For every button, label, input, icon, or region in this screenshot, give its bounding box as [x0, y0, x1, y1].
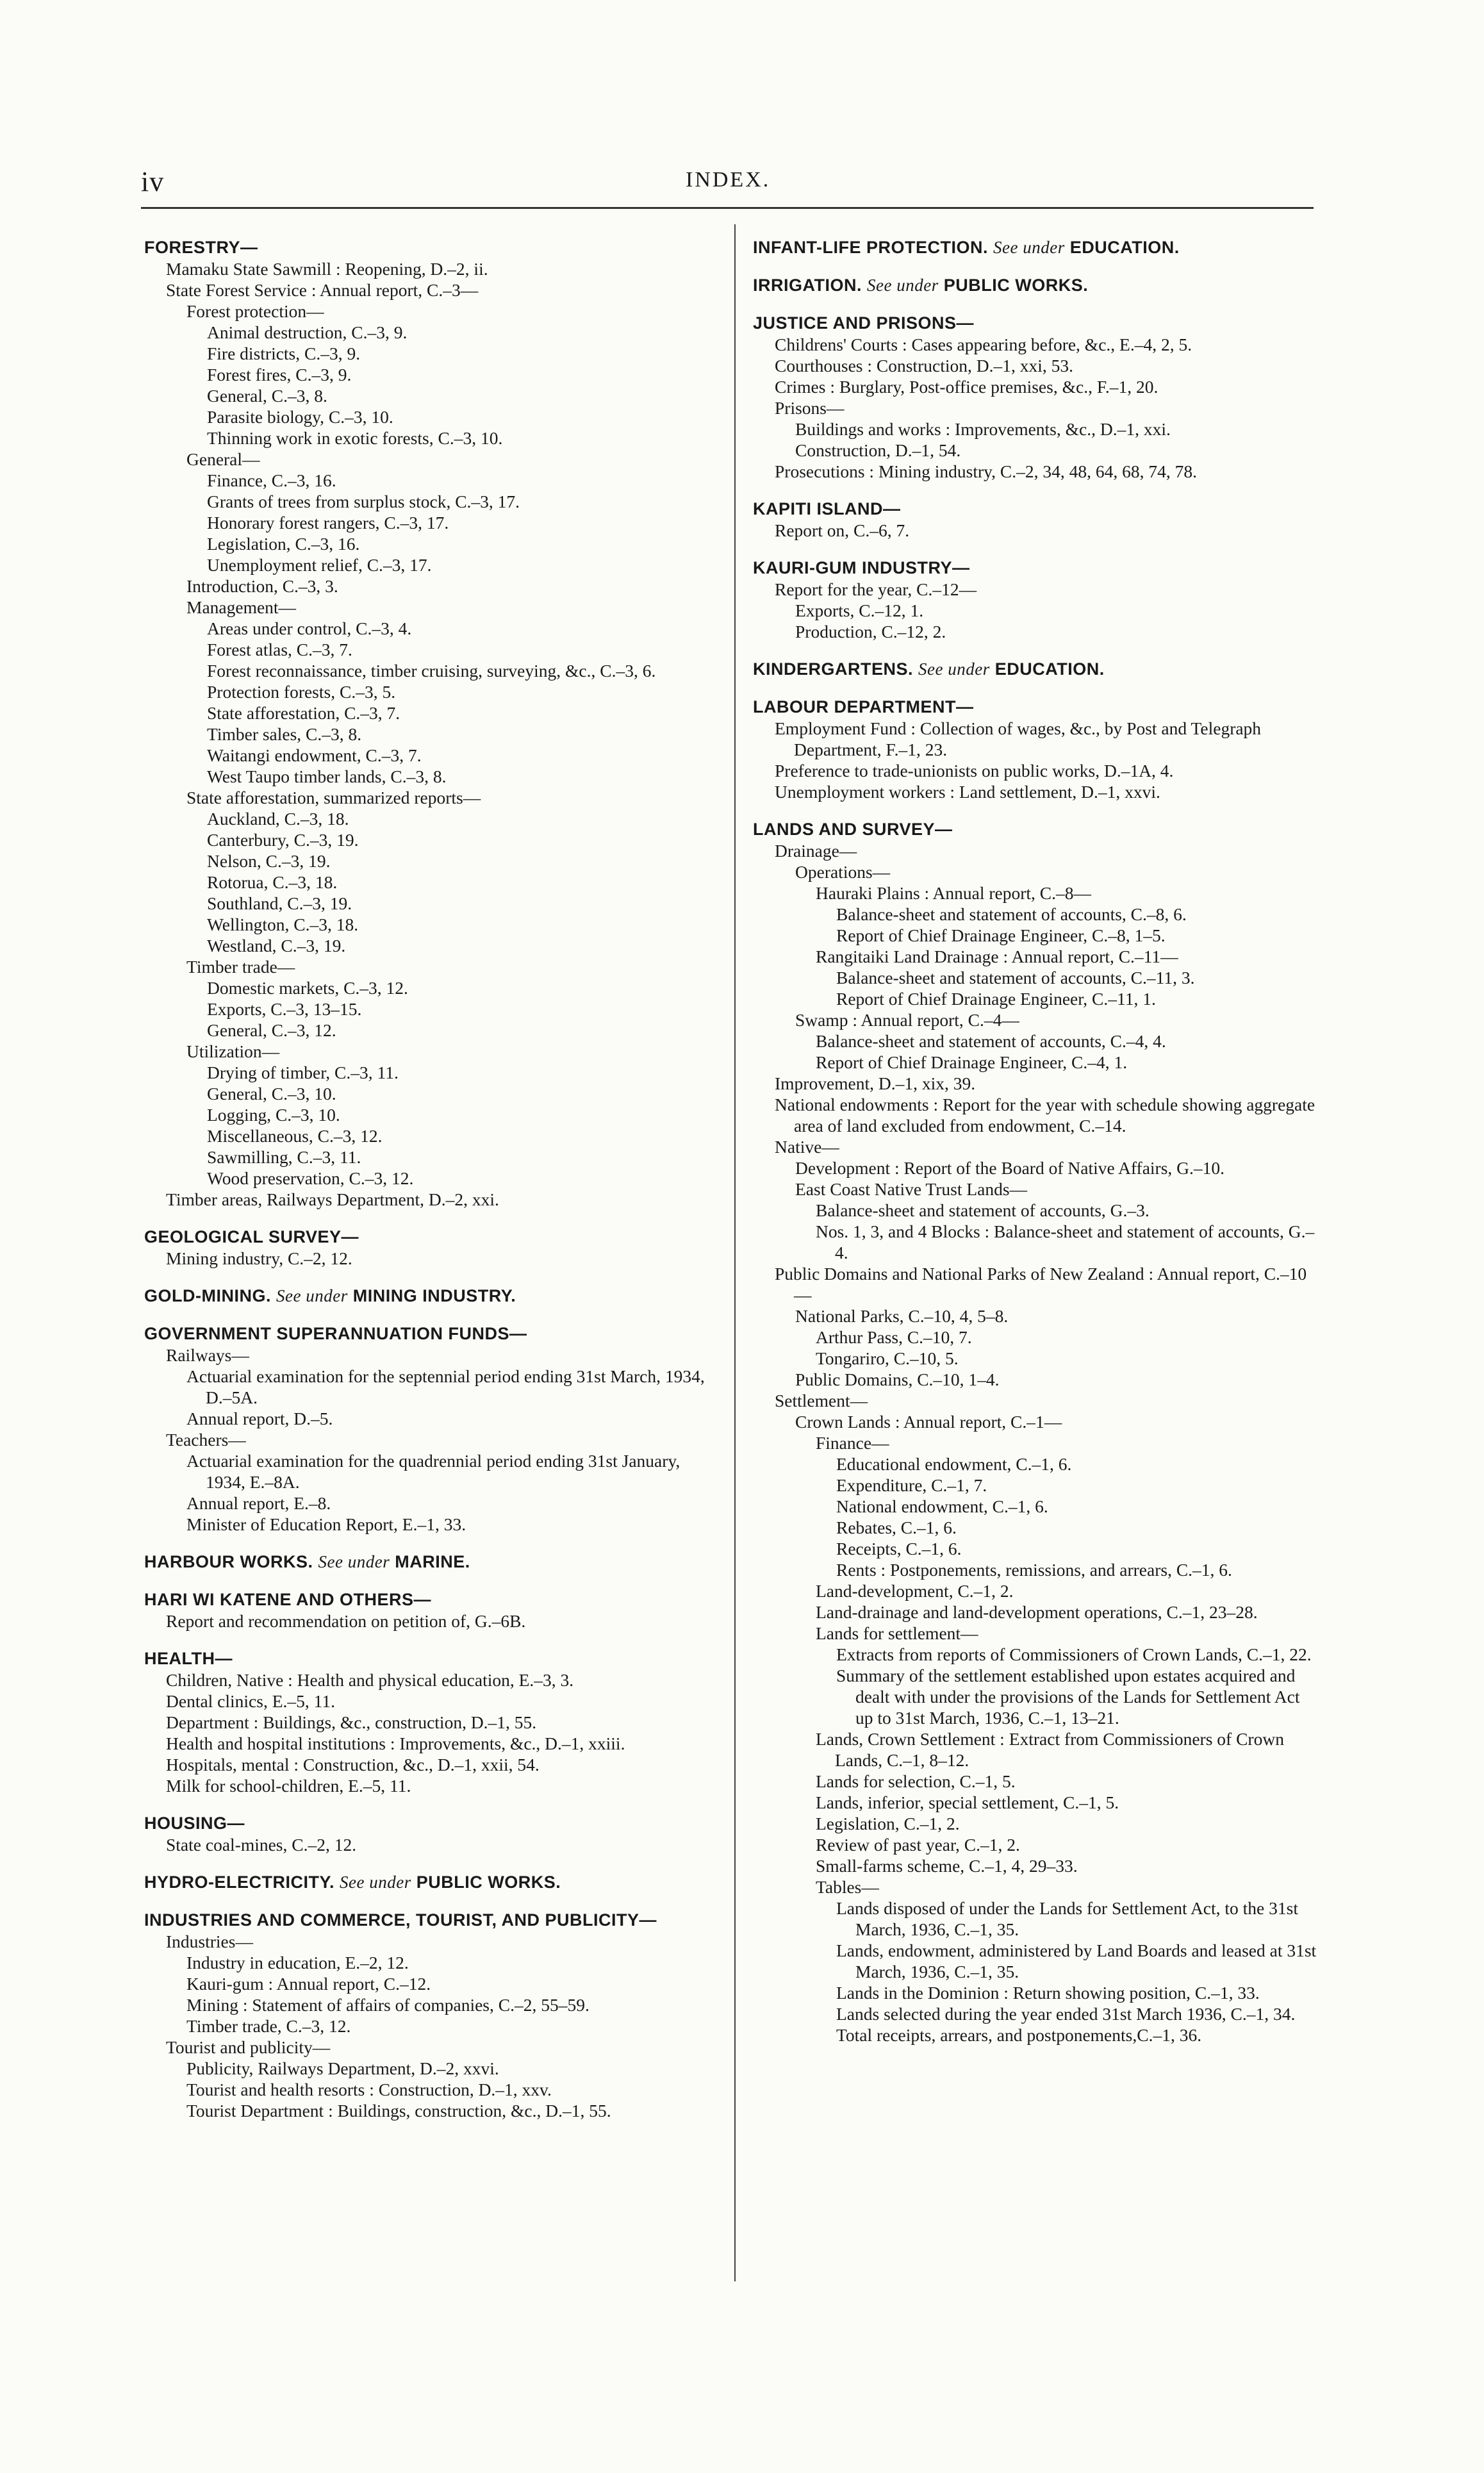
index-entry: Tourist and health resorts : Construction, D.–1, xxv.	[186, 2080, 552, 2099]
index-entry: Summary of the settlement established upon estates acquired and dealt with under the provisions of the Lands for Settlement Act up to 31st March, 1936, C.–1, 13–21.	[836, 1666, 1300, 1728]
index-entry: Balance-sheet and statement of accounts, C.–8, 6.	[836, 904, 1187, 924]
index-entry: Rents : Postponements, remissions, and arrears, C.–1, 6.	[836, 1560, 1232, 1580]
index-entry: Arthur Pass, C.–10, 7.	[816, 1327, 972, 1347]
index-entry: Teachers—	[166, 1430, 246, 1450]
index-entry: Report and recommendation on petition of, G.–6B.	[166, 1611, 526, 1631]
index-heading: HARI WI KATENE AND OTHERS—	[144, 1590, 431, 1609]
index-entry: Finance, C.–3, 16.	[207, 470, 336, 490]
header-rule	[141, 207, 1314, 209]
index-entry: National endowments : Report for the year with schedule showing aggregate area of land excluded from endowment, C.–14.	[775, 1095, 1315, 1136]
index-entry: Mining industry, C.–2, 12.	[166, 1248, 352, 1268]
index-entry: Lands, endowment, administered by Land Boards and leased at 31st March, 1936, C.–1, 35.	[836, 1940, 1317, 1981]
index-entry: Auckland, C.–3, 18.	[207, 809, 349, 829]
index-entry: General, C.–3, 10.	[207, 1084, 336, 1104]
index-entry: Timber trade—	[186, 957, 295, 977]
index-entry: Rotorua, C.–3, 18.	[207, 872, 338, 892]
index-entry: Report of Chief Drainage Engineer, C.–11, 1.	[836, 989, 1156, 1009]
index-entry: Exports, C.–3, 13–15.	[207, 999, 362, 1019]
index-entry: Small-farms scheme, C.–1, 4, 29–33.	[816, 1856, 1078, 1876]
index-heading: JUSTICE AND PRISONS—	[753, 313, 975, 333]
index-entry: State coal-mines, C.–2, 12.	[166, 1835, 357, 1855]
index-heading: GEOLOGICAL SURVEY—	[144, 1227, 359, 1246]
index-entry: Department : Buildings, &c., construction, D.–1, 55.	[166, 1712, 537, 1732]
index-entry: Lands for settlement—	[816, 1623, 978, 1643]
index-entry: Industry in education, E.–2, 12.	[186, 1953, 409, 1973]
index-heading: INFANT-LIFE PROTECTION. See under EDUCATION.	[753, 238, 1180, 257]
index-entry: Nelson, C.–3, 19.	[207, 851, 331, 871]
index-entry: Honorary forest rangers, C.–3, 17.	[207, 513, 449, 533]
index-entry: Total receipts, arrears, and postponements,C.–1, 36.	[836, 2025, 1202, 2045]
index-entry: Lands, inferior, special settlement, C.–1, 5.	[816, 1792, 1119, 1812]
index-heading: HEALTH—	[144, 1649, 233, 1668]
index-entry: Report of Chief Drainage Engineer, C.–8, 1–5.	[836, 925, 1166, 945]
index-entry: National Parks, C.–10, 4, 5–8.	[795, 1306, 1009, 1326]
index-entry: Lands in the Dominion : Return showing position, C.–1, 33.	[836, 1983, 1260, 2003]
index-entry: Native—	[775, 1137, 839, 1157]
index-entry: Rebates, C.–1, 6.	[836, 1518, 957, 1537]
index-entry: Prosecutions : Mining industry, C.–2, 34, 48, 64, 68, 74, 78.	[775, 461, 1197, 481]
index-entry: Construction, D.–1, 54.	[795, 440, 961, 460]
index-entry: Public Domains and National Parks of New Zealand : Annual report, C.–10—	[775, 1264, 1307, 1305]
index-entry: Annual report, D.–5.	[186, 1409, 333, 1428]
index-entry: Land-development, C.–1, 2.	[816, 1581, 1014, 1601]
index-entry: Management—	[186, 597, 297, 617]
index-entry: General—	[186, 449, 260, 469]
index-entry: Balance-sheet and statement of accounts, C.–4, 4.	[816, 1031, 1166, 1051]
index-entry: Unemployment workers : Land settlement, D.–1, xxvi.	[775, 782, 1160, 802]
index-entry: Buildings and works : Improvements, &c., D.–1, xxi.	[795, 419, 1171, 439]
index-entry: Drainage—	[775, 841, 857, 861]
index-heading: HARBOUR WORKS. See under MARINE.	[144, 1552, 470, 1571]
index-entry: State afforestation, C.–3, 7.	[207, 703, 400, 723]
index-entry: Drying of timber, C.–3, 11.	[207, 1063, 399, 1082]
index-entry: Timber areas, Railways Department, D.–2, xxi.	[166, 1189, 499, 1209]
index-entry: Wood preservation, C.–3, 12.	[207, 1168, 414, 1188]
index-entry: Educational endowment, C.–1, 6.	[836, 1454, 1072, 1474]
column-divider	[734, 224, 736, 2281]
index-entry: Development : Report of the Board of Native Affairs, G.–10.	[795, 1158, 1225, 1178]
index-entry: Forest reconnaissance, timber cruising, surveying, &c., C.–3, 6.	[207, 661, 656, 681]
index-entry: Lands for selection, C.–1, 5.	[816, 1771, 1016, 1791]
index-entry: Forest protection—	[186, 301, 324, 321]
index-entry: Employment Fund : Collection of wages, &c., by Post and Telegraph Department, F.–1, 23.	[775, 718, 1262, 759]
index-entry: State Forest Service : Annual report, C.–3—	[166, 280, 479, 300]
index-entry: Courthouses : Construction, D.–1, xxi, 53.	[775, 356, 1073, 376]
index-heading: IRRIGATION. See under PUBLIC WORKS.	[753, 276, 1089, 295]
index-entry: Actuarial examination for the septennial period ending 31st March, 1934, D.–5A.	[186, 1366, 705, 1407]
index-entry: Childrens' Courts : Cases appearing before, &c., E.–4, 2, 5.	[775, 335, 1192, 354]
index-heading: KINDERGARTENS. See under EDUCATION.	[753, 659, 1105, 679]
index-entry: Nos. 1, 3, and 4 Blocks : Balance-sheet and statement of accounts, G.–4.	[816, 1221, 1315, 1262]
index-entry: Settlement—	[775, 1391, 868, 1410]
index-entry: Mining : Statement of affairs of companies, C.–2, 55–59.	[186, 1995, 589, 2015]
index-entry: Expenditure, C.–1, 7.	[836, 1475, 987, 1495]
index-entry: Dental clinics, E.–5, 11.	[166, 1691, 335, 1711]
index-entry: General, C.–3, 12.	[207, 1020, 336, 1040]
index-entry: Utilization—	[186, 1041, 280, 1061]
index-entry: Legislation, C.–3, 16.	[207, 534, 360, 554]
index-entry: Extracts from reports of Commissioners of Crown Lands, C.–1, 22.	[836, 1644, 1312, 1664]
index-entry: Receipts, C.–1, 6.	[836, 1539, 962, 1559]
index-entry: Canterbury, C.–3, 19.	[207, 830, 359, 850]
index-entry: Report for the year, C.–12—	[775, 579, 977, 599]
index-entry: Forest atlas, C.–3, 7.	[207, 640, 352, 659]
index-entry: Thinning work in exotic forests, C.–3, 10.	[207, 428, 503, 448]
index-entry: Actuarial examination for the quadrennial period ending 31st January, 1934, E.–8A.	[186, 1451, 680, 1492]
index-heading: FORESTRY—	[144, 238, 258, 257]
index-entry: State afforestation, summarized reports—	[186, 788, 481, 807]
index-entry: Hospitals, mental : Construction, &c., D.–1, xxii, 54.	[166, 1755, 540, 1774]
index-entry: Lands, Crown Settlement : Extract from Commissioners of Crown Lands, C.–1, 8–12.	[816, 1729, 1284, 1770]
page-number: iv	[141, 166, 165, 197]
index-entry: Parasite biology, C.–3, 10.	[207, 407, 393, 427]
index-entry: Waitangi endowment, C.–3, 7.	[207, 745, 422, 765]
index-entry: Balance-sheet and statement of accounts, C.–11, 3.	[836, 968, 1195, 988]
index-entry: Timber sales, C.–3, 8.	[207, 724, 362, 744]
index-entry: Land-drainage and land-development operations, C.–1, 23–28.	[816, 1602, 1258, 1622]
index-entry: Report on, C.–6, 7.	[775, 520, 910, 540]
index-entry: Kauri-gum : Annual report, C.–12.	[186, 1974, 431, 1994]
index-entry: Lands disposed of under the Lands for Settlement Act, to the 31st March, 1936, C.–1, 35.	[836, 1898, 1298, 1939]
index-entry: Publicity, Railways Department, D.–2, xxvi.	[186, 2058, 499, 2078]
index-heading: HOUSING—	[144, 1814, 245, 1833]
index-entry: Tourist Department : Buildings, construction, &c., D.–1, 55.	[186, 2101, 611, 2121]
index-heading: KAURI-GUM INDUSTRY—	[753, 558, 970, 577]
index-entry: Grants of trees from surplus stock, C.–3, 17.	[207, 492, 520, 511]
index-entry: Mamaku State Sawmill : Reopening, D.–2, ii.	[166, 259, 488, 279]
index-entry: Westland, C.–3, 19.	[207, 936, 346, 955]
index-entry: Logging, C.–3, 10.	[207, 1105, 340, 1125]
index-entry: Finance—	[816, 1433, 889, 1453]
index-entry: Introduction, C.–3, 3.	[186, 576, 338, 596]
index-entry: Protection forests, C.–3, 5.	[207, 682, 396, 702]
index-entry: Southland, C.–3, 19.	[207, 893, 352, 913]
index-entry: Hauraki Plains : Annual report, C.–8—	[816, 883, 1092, 903]
index-entry: National endowment, C.–1, 6.	[836, 1496, 1048, 1516]
index-entry: Preference to trade-unionists on public works, D.–1A, 4.	[775, 761, 1174, 781]
index-entry: Tourist and publicity—	[166, 2037, 331, 2057]
index-heading: LABOUR DEPARTMENT—	[753, 697, 974, 716]
index-heading: KAPITI ISLAND—	[753, 499, 901, 518]
index-entry: Annual report, E.–8.	[186, 1493, 331, 1513]
left-column	[144, 237, 718, 2121]
index-entry: Tables—	[816, 1877, 879, 1897]
index-entry: West Taupo timber lands, C.–3, 8.	[207, 766, 447, 786]
index-entry: Public Domains, C.–10, 1–4.	[795, 1369, 1000, 1389]
index-entry: Industries—	[166, 1931, 253, 1951]
index-entry: Tongariro, C.–10, 5.	[816, 1348, 959, 1368]
index-entry: General, C.–3, 8.	[207, 386, 327, 406]
index-entry: Review of past year, C.–1, 2.	[816, 1835, 1020, 1855]
index-entry: Domestic markets, C.–3, 12.	[207, 978, 408, 998]
index-entry: Milk for school-children, E.–5, 11.	[166, 1776, 411, 1796]
index-entry: Unemployment relief, C.–3, 17.	[207, 555, 432, 575]
index-entry: Railways—	[166, 1345, 249, 1365]
page-title: INDEX.	[686, 168, 771, 192]
index-entry: Sawmilling, C.–3, 11.	[207, 1147, 361, 1167]
index-entry: Production, C.–12, 2.	[795, 622, 946, 641]
index-entry: Swamp : Annual report, C.–4—	[795, 1010, 1019, 1030]
index-heading: LANDS AND SURVEY—	[753, 820, 953, 839]
index-entry: Minister of Education Report, E.–1, 33.	[186, 1514, 466, 1534]
index-heading: GOLD-MINING. See under MINING INDUSTRY.	[144, 1286, 516, 1305]
index-entry: Report of Chief Drainage Engineer, C.–4, 1.	[816, 1052, 1128, 1072]
index-entry: Health and hospital institutions : Improvements, &c., D.–1, xxiii.	[166, 1733, 625, 1753]
index-entry: Operations—	[795, 862, 891, 882]
index-entry: Crimes : Burglary, Post-office premises, &c., F.–1, 20.	[775, 377, 1158, 397]
index-entry: Improvement, D.–1, xix, 39.	[775, 1073, 976, 1093]
index-entry: Timber trade, C.–3, 12.	[186, 2016, 351, 2036]
index-entry: Rangitaiki Land Drainage : Annual report, C.–11—	[816, 947, 1178, 966]
index-entry: Areas under control, C.–3, 4.	[207, 618, 412, 638]
index-entry: Children, Native : Health and physical education, E.–3, 3.	[166, 1670, 574, 1690]
index-entry: Prisons—	[775, 398, 845, 418]
index-entry: Lands selected during the year ended 31st March 1936, C.–1, 34.	[836, 2004, 1296, 2024]
index-entry: Miscellaneous, C.–3, 12.	[207, 1126, 383, 1146]
right-column	[753, 237, 1320, 2046]
index-entry: Balance-sheet and statement of accounts, G.–3.	[816, 1200, 1150, 1220]
index-entry: East Coast Native Trust Lands—	[795, 1179, 1028, 1199]
index-entry: Crown Lands : Annual report, C.–1—	[795, 1412, 1062, 1432]
index-entry: Wellington, C.–3, 18.	[207, 914, 359, 934]
index-entry: Animal destruction, C.–3, 9.	[207, 322, 408, 342]
index-entry: Fire districts, C.–3, 9.	[207, 343, 361, 363]
index-entry: Forest fires, C.–3, 9.	[207, 365, 352, 385]
index-heading: GOVERNMENT SUPERANNUATION FUNDS—	[144, 1324, 527, 1343]
index-heading: INDUSTRIES AND COMMERCE, TOURIST, AND PUBLICITY—	[144, 1910, 657, 1930]
index-entry: Exports, C.–12, 1.	[795, 600, 924, 620]
index-heading: HYDRO-ELECTRICITY. See under PUBLIC WORKS.	[144, 1873, 561, 1892]
index-entry: Legislation, C.–1, 2.	[816, 1814, 960, 1833]
